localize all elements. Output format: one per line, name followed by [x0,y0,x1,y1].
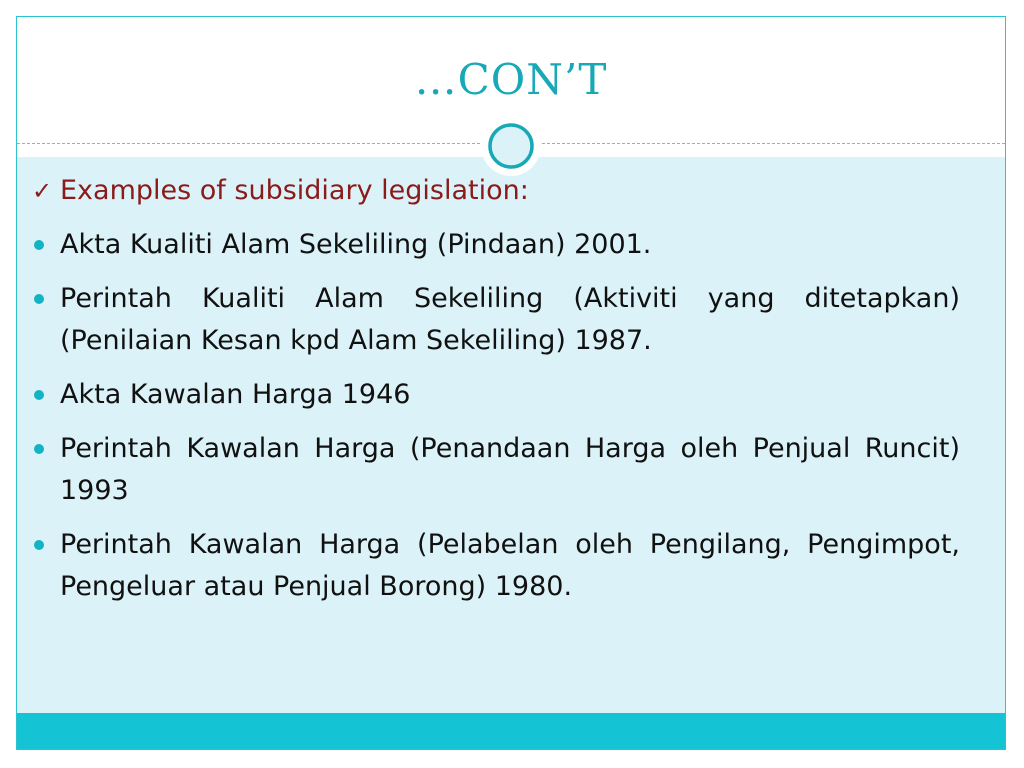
list-item [30,224,960,266]
heading-text: Examples of subsidiary legislation: [60,175,529,206]
list-item-text: Perintah Kawalan Harga (Pelabelan oleh Pengilang, Pengimpot, Pengeluar atau Penjual Borong) 1980. [60,529,960,602]
circle-ornament-icon [479,114,543,178]
list-item [30,524,960,608]
list-item-text: Akta Kawalan Harga 1946 [60,379,411,410]
bullet-icon [34,540,44,550]
bullet-icon [34,444,44,454]
list-item-text: Perintah Kawalan Harga (Penandaan Harga oleh Penjual Runcit) 1993 [60,433,960,506]
list-item [30,428,960,512]
slide-title: …CON’T [414,55,608,104]
bullet-list [30,170,960,620]
footer-band [17,713,1005,749]
checkmark-icon: ✓ [31,177,53,205]
list-item-text: Akta Kualiti Alam Sekeliling (Pindaan) 2001. [60,229,652,260]
list-item [30,374,960,416]
bullet-icon [34,294,44,304]
list-heading [30,170,960,212]
bullet-icon [34,240,44,250]
list-item-text: Perintah Kualiti Alam Sekeliling (Aktiviti yang ditetapkan) (Penilaian Kesan kpd Alam Sekeliling) 1987. [60,283,960,356]
bullet-icon [34,390,44,400]
list-item [30,278,960,362]
